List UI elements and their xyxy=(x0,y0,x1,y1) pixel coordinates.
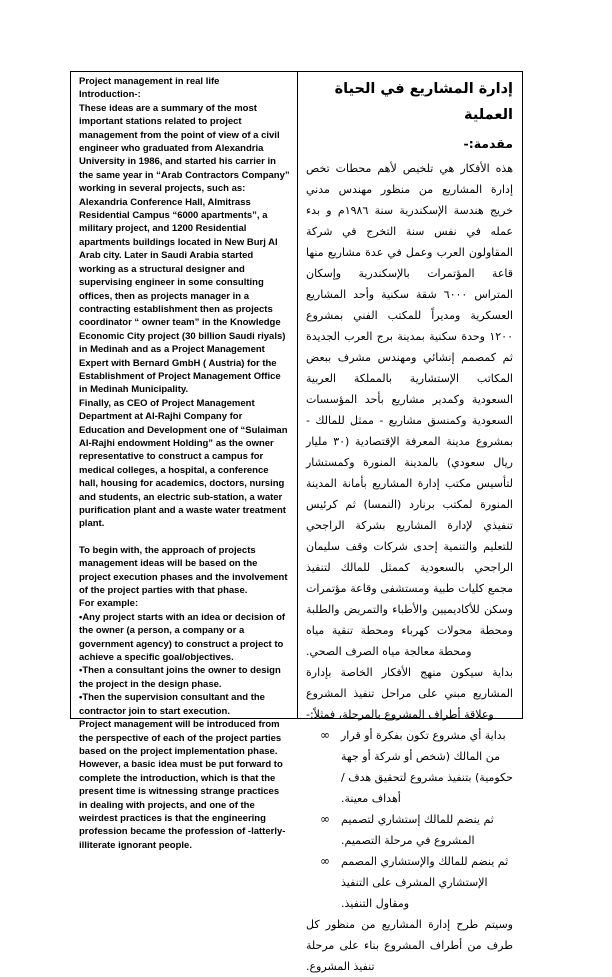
ar-bullet-list xyxy=(320,725,513,914)
en-paragraph-finally: Finally, as CEO of Project Management Department at Al-Rajhi Company for Education and Development one of “Sulaiman Al-Rajhi endowment Holding” as the owner representative to construct a campus for medical colleges, a hospital, a conference hall, housing for academics, doctors, nursing and students, an electric sub-station, a water purification plant and a waste water treatment plant. xyxy=(79,397,288,530)
en-paragraph-approach: To begin with, the approach of projects management ideas will be based on the project execution phases and the involvement of the project parties with that phase. xyxy=(79,544,288,597)
arabic-column xyxy=(298,72,522,973)
en-title: Project management in real life xyxy=(79,76,220,87)
en-for-example-label: For example: xyxy=(79,598,139,610)
en-bullet-supervision: •Then the supervision consultant and the contractor join to start execution. xyxy=(79,692,265,717)
en-bullet-idea: •Any project starts with an idea or decision of the owner (a person, a company or a government agency) to construct a project to achieve a specific goal/objectives. xyxy=(79,611,286,664)
en-paragraph-bio: These ideas are a summary of the most important stations related to project management from the point of view of a civil engineer who graduated from Alexandria University in 1986, and started his carrier in the same year in “Arab Contractors Company” working in several projects, such as: Alexandria Conference Hall, Almitrass Residential Campus “6000 apartments”, a military project, and 1200 Residential apartments buildings located in New Burj Al Arab city. Later in Saudi Arabia started working as a structural designer and supervising engineer in some consulting offices, then as projects manager in a contracting establishment then as projects coordinator “ owner team” in the Knowledge Economic City project (30 billion Saudi riyals) in Medinah and as a Project Management Expert with Bernard GmbH ( Austria) for the Establishment of Project Management Office in Medinah Municipality. xyxy=(79,102,290,396)
ar-bullet-text: ثم ينضم للمالك والإستشاري المصمم الإستشاري المشرف على التنفيذ ومقاول التنفيذ. xyxy=(341,855,509,910)
en-paragraph-perspective: Project management will be introduced from the perspective of each of the project parties based on the project implementation phase. xyxy=(79,719,282,757)
ar-paragraph-approach: بداية سيكون منهج الأفكار الخاصة بإدارة المشاريع مبني على مراحل تنفيذ المشروع وعلاقة أطراف المشروع بالمرحلة، فمثلاً:- xyxy=(306,666,513,721)
ar-bullet-item-designer xyxy=(320,809,513,851)
bullet-marker-icon: ∞ xyxy=(320,854,330,868)
english-column xyxy=(71,72,298,851)
ar-heading: مقدمة:- xyxy=(463,136,513,151)
en-bullet-consultant: •Then a consultant joins the owner to design the project in the design phase. xyxy=(79,665,281,690)
two-column-table xyxy=(70,71,523,973)
bullet-marker-icon: ∞ xyxy=(320,728,330,742)
ar-paragraph-bio: هذه الأفكار هي تلخيص لأهم محطات تخص إدارة المشاريع من منظور مهندس مدني خريج هندسة الإسكندرية سنة ١٩٨٦م و بدء عمله في نفس سنة التخرج في شركة المقاولون العرب وعمل في عدة مشاريع منها قاعة المؤتمرات بالإسكندرية وإسكان المتراس ٦٠٠٠ شقة سكنية وأحد المشاريع العسكرية ومديراً للمكتب الفني بمشروع ١٢٠٠ وحدة سكنية بمدينة برج العرب الجديدة ثم كمصمم إنشائي ومهندس مشرف ببعض المكاتب الإستشارية بالمملكة العربية السعودية وكمدير مشاريع بأحد المؤسسات السعودية وكمنسق مشاريع - ممثل للمالك - بمشروع مدينة المعرفة الإقتصادية (٣٠ مليار ريال سعودي) بالمدينة المنورة وكمستشار لتأسيس مكتب إدارة المشاريع بأمانة المدينة المنورة لمكتب برنارد (النمسا) ثم كرئيس تنفيذي لإدارة المشاريع بشركة الراجحي للتعليم والتنمية إحدى شركات وقف سليمان الراجحي بالسعودية كممثل للمالك لتنفيذ مجمع كليات طبية ومستشفى وقاعة مؤتمرات وسكن للأكاديميين والأطباء والتمريض والطلبة ومحطة محولات كهرباء ومحطة تنقية مياه ومحطة معالجة مياه الصرف الصحي. xyxy=(306,162,514,658)
en-intro-label: Introduction-: xyxy=(79,89,141,101)
bullet-marker-icon: ∞ xyxy=(320,812,330,826)
ar-title: إدارة المشاريع في الحياة العملية xyxy=(334,81,513,123)
en-paragraph-however: However, a basic idea must be put forward to complete the introduction, which is that the present time is witnessing strange practices in dealing with projects, and one of the weirdest practices is that the engineering profession became the profession of -latterly- illiterate ignorant people. xyxy=(79,759,286,851)
ar-bullet-text: بداية أي مشروع تكون بفكرة أو قرار من المالك (شخص أو شركة أو جهة حكومية) بتنفيذ مشروع لتحقيق هدف / أهداف معينة. xyxy=(341,729,513,805)
ar-bullet-item-supervisor xyxy=(320,851,513,914)
ar-bullet-text: ثم ينضم للمالك إستشاري لتصميم المشروع في مرحلة التصميم. xyxy=(341,813,494,847)
ar-bullet-item-idea xyxy=(320,725,513,809)
ar-paragraph-closing: وسيتم طرح إدارة المشاريع من منظور كل طرف من أطراف المشروع بناء على مرحلة تنفيذ المشروع. xyxy=(306,918,513,973)
